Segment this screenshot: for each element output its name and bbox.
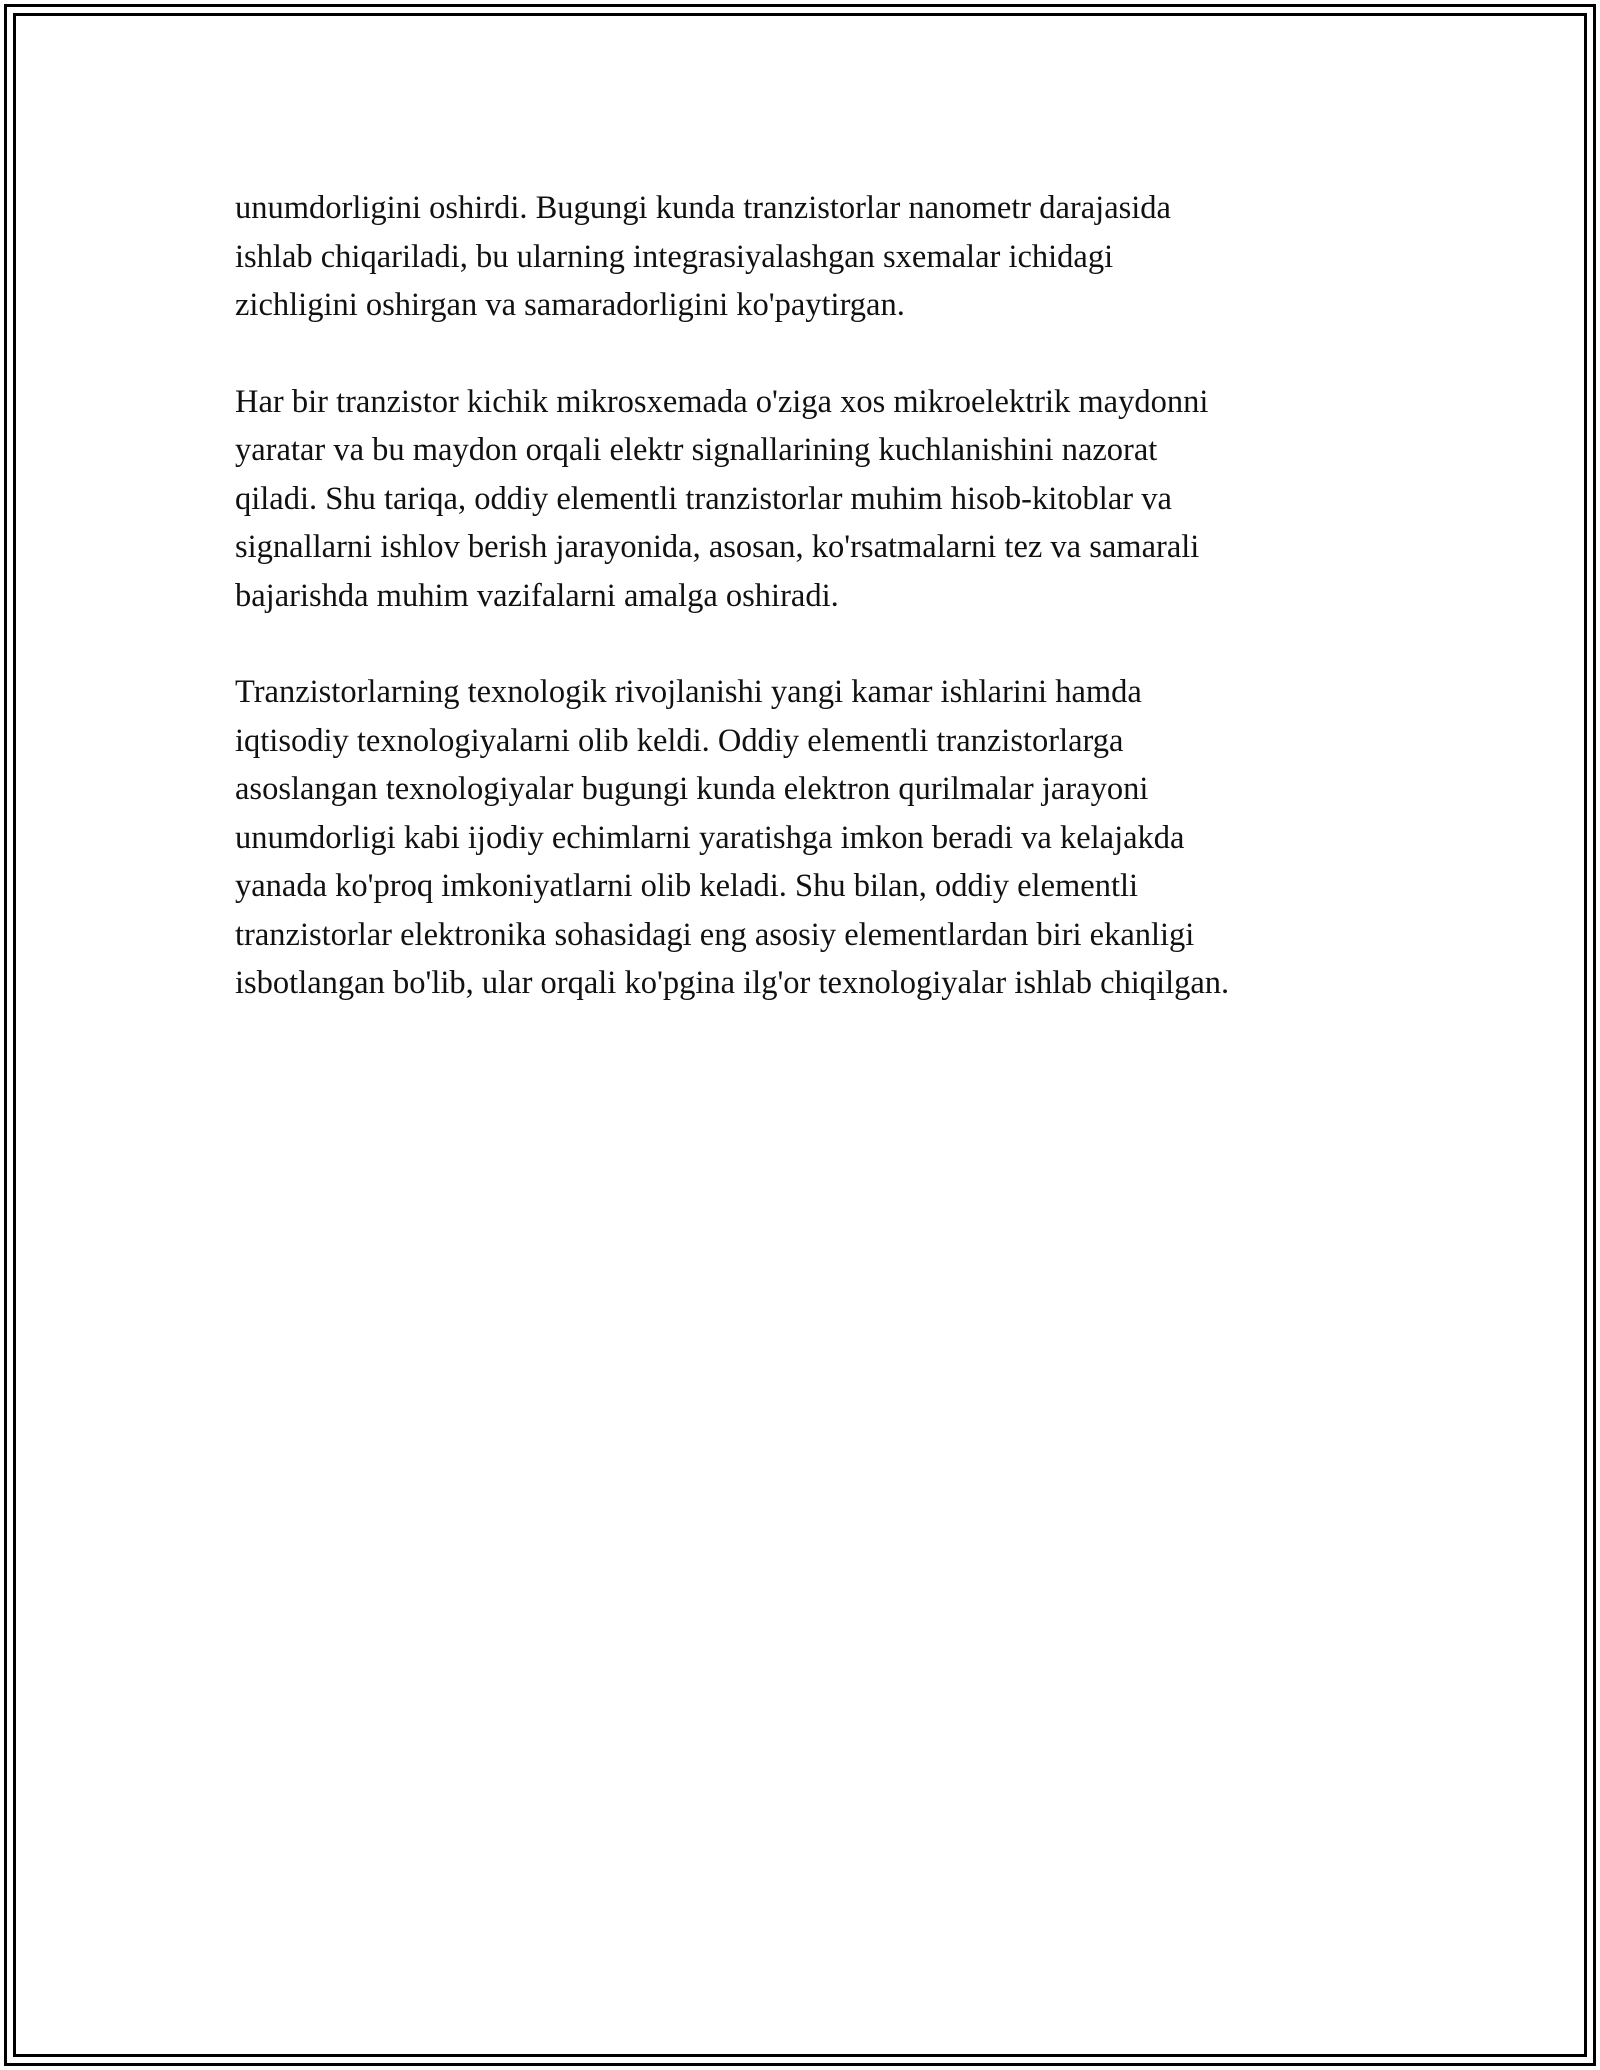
paragraph-line: unumdorligi kabi ijodiy echimlarni yaratishga imkon beradi va kelajakda: [235, 819, 1185, 856]
paragraph-line: ishlab chiqariladi, bu ularning integrasiyalashgan sxemalar ichidagi: [235, 238, 1114, 275]
paragraph-line: yanada ko'proq imkoniyatlarni olib keladi. Shu bilan, oddiy elementli: [235, 868, 1139, 904]
paragraph-line: iqtisodiy texnologiyalarni olib keldi. Oddiy elementli tranzistorlarga: [235, 722, 1124, 759]
paragraph-line: signallarni ishlov berish jarayonida, asosan, ko'rsatmalarni tez va samarali: [235, 529, 1200, 565]
paragraph-line: tranzistorlar elektronika sohasidagi eng asosiy elementlardan biri ekanligi: [235, 916, 1195, 953]
paragraph-line: asoslangan texnologiyalar bugungi kunda elektron qurilmalar jarayoni: [235, 771, 1149, 807]
paragraph-line: unumdorligini oshirdi. Bugungi kunda tranzistorlar nanometr darajasida: [235, 190, 1171, 226]
paragraph-line: Tranzistorlarning texnologik rivojlanishi yangi kamar ishlarini hamda: [235, 674, 1142, 710]
paragraph-line: zichligini oshirgan va samaradorligini ko'paytirgan.: [235, 287, 905, 323]
paragraph-2: [235, 378, 1375, 621]
document-body: [235, 184, 1375, 1056]
paragraph-1: [235, 184, 1375, 330]
paragraph-line: yaratar va bu maydon orqali elektr signallarining kuchlanishini nazorat: [235, 432, 1158, 468]
paragraph-line: Har bir tranzistor kichik mikrosxemada o'ziga xos mikroelektrik maydonni: [235, 383, 1209, 420]
paragraph-line: isbotlangan bo'lib, ular orqali ko'pgina ilg'or texnologiyalar ishlab chiqilgan.: [235, 965, 1230, 1001]
paragraph-line: qiladi. Shu tariqa, oddiy elementli tranzistorlar muhim hisob-kitoblar va: [235, 480, 1172, 517]
paragraph-line: bajarishda muhim vazifalarni amalga oshiradi.: [235, 577, 839, 614]
paragraph-3: [235, 668, 1375, 1008]
